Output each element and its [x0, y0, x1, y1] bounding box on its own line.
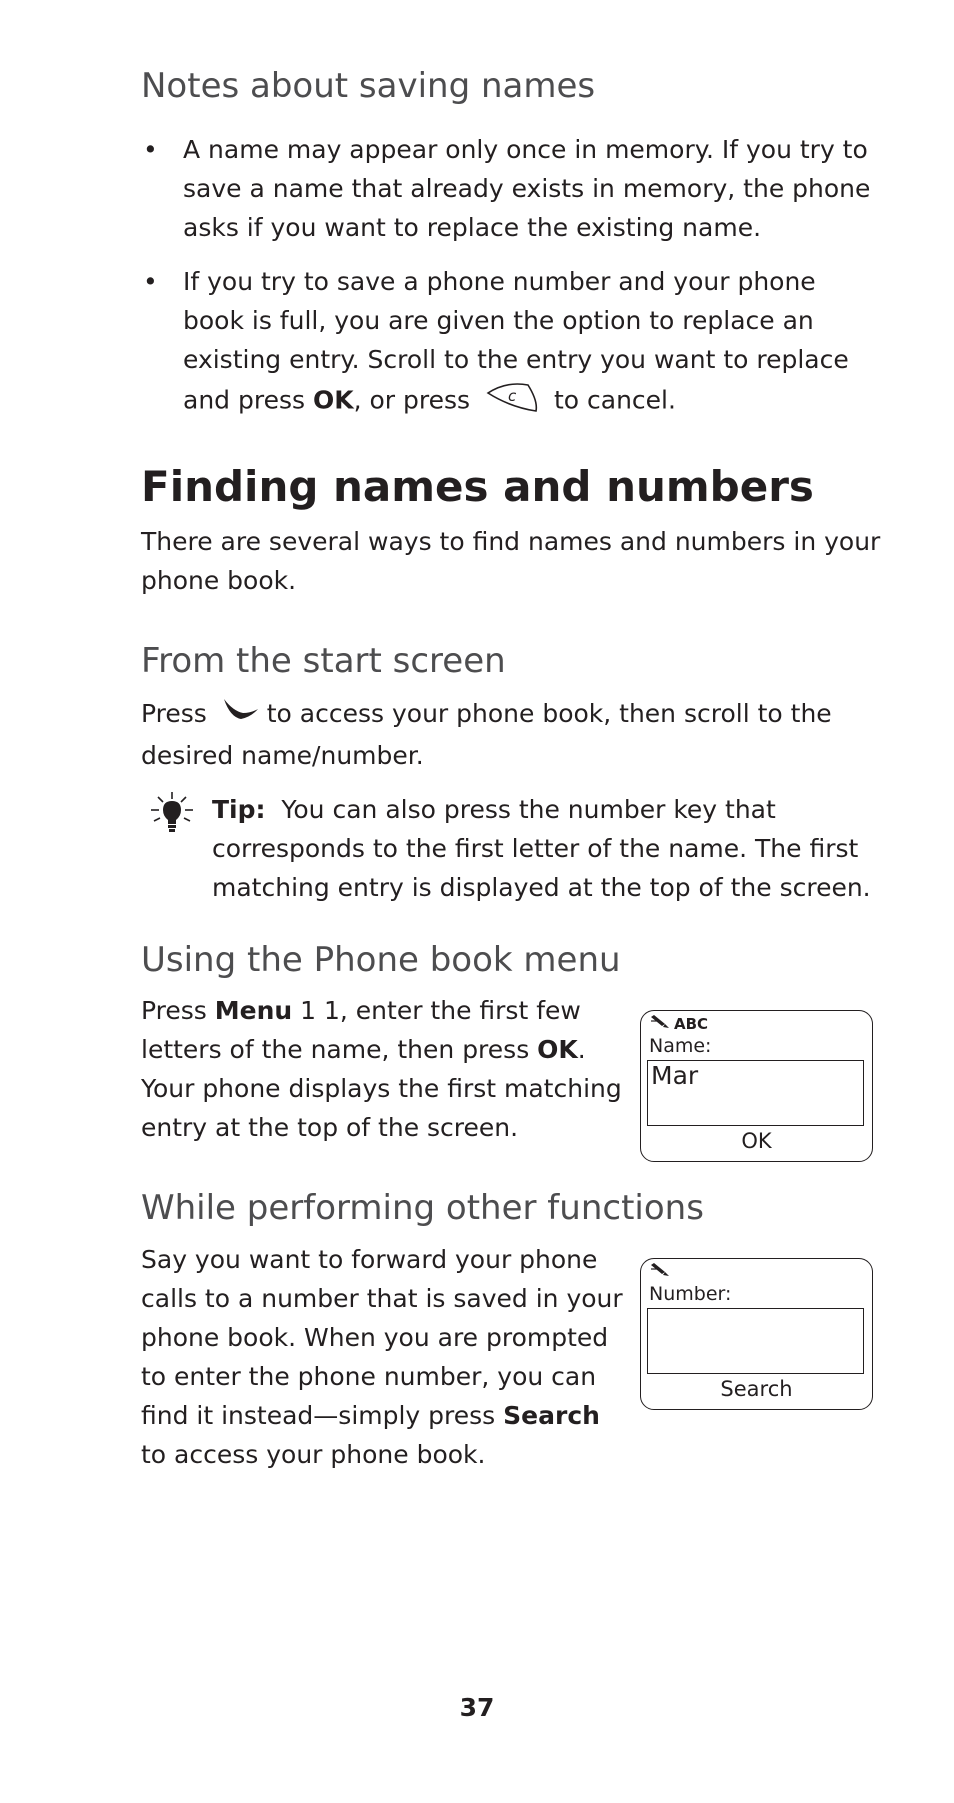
other-functions-text — [141, 1240, 623, 1474]
bullet-dot: • — [143, 267, 158, 296]
clear-key-letter: c — [508, 387, 517, 405]
start-screen-heading: From the start screen — [141, 641, 506, 681]
tip-block — [141, 790, 881, 907]
number-input[interactable] — [647, 1308, 864, 1374]
name-input-value: Mar — [651, 1061, 699, 1090]
tip-body: You can also press the number key that corresponds to the first letter of the name. The first matching entry is displayed at the top of the screen. — [212, 795, 871, 902]
number-entry-screen — [640, 1258, 873, 1410]
list-item — [141, 262, 881, 424]
bullet-text: If you try to save a phone number and your phone book is full, you are given the option to replace an existing entry. Scroll to the entry you want to replace and press — [183, 267, 849, 415]
tip-text — [212, 790, 881, 907]
status-bar — [650, 1263, 670, 1281]
other-post: to access your phone book. — [141, 1440, 486, 1469]
start-screen-text — [141, 694, 881, 775]
clear-key-icon — [484, 379, 540, 424]
start-pre: Press — [141, 699, 207, 728]
list-item — [141, 130, 881, 247]
notes-list — [141, 130, 881, 424]
text-mode-indicator: ABC — [674, 1015, 709, 1033]
page-number: 37 — [459, 1693, 495, 1722]
name-entry-screen — [640, 1010, 873, 1162]
bullet-text: to cancel. — [553, 385, 676, 415]
menu-heading: Using the Phone book menu — [141, 940, 621, 980]
main-heading: Finding names and numbers — [141, 462, 814, 511]
search-key-label: Search — [503, 1401, 600, 1430]
name-label: Name: — [649, 1035, 712, 1057]
intro-text: There are several ways to find names and numbers in your phone book. — [141, 527, 881, 595]
name-input[interactable] — [647, 1060, 864, 1126]
menu-post: . Your phone displays the first matching entry at the top of the screen. — [141, 1035, 622, 1142]
menu-key-label: Menu — [214, 996, 293, 1025]
tip-label: Tip: — [212, 795, 266, 824]
other-pre: Say you want to forward your phone calls to a number that is saved in your phone book. When you are prompted to enter the phone number, you can find it instead—simply press — [141, 1245, 623, 1430]
menu-text — [141, 991, 623, 1147]
ok-softkey[interactable]: OK — [741, 1129, 772, 1153]
ok-key-label: OK — [537, 1035, 578, 1064]
bullet-text: , or press — [353, 385, 471, 415]
start-post: to access your phone book, then scroll to the desired name/number. — [141, 699, 832, 770]
bullet-dot: • — [143, 135, 158, 164]
bullet-text: A name may appear only once in memory. If you try to save a name that already exists in memory, the phone asks if you want to replace the existing name. — [183, 135, 871, 242]
lightbulb-icon — [149, 790, 195, 840]
ok-key-label: OK — [312, 385, 354, 415]
talk-key-icon — [221, 695, 261, 736]
pen-icon — [650, 1015, 670, 1033]
menu-pre: Press — [141, 996, 215, 1025]
number-label: Number: — [649, 1283, 732, 1305]
search-softkey[interactable]: Search — [720, 1377, 793, 1401]
other-functions-heading: While performing other functions — [141, 1188, 704, 1228]
pen-icon — [650, 1263, 670, 1281]
notes-heading: Notes about saving names — [141, 66, 596, 106]
status-bar — [650, 1015, 708, 1033]
menu-mid: 1 1, enter the first few letters of the name, then press — [141, 996, 581, 1064]
